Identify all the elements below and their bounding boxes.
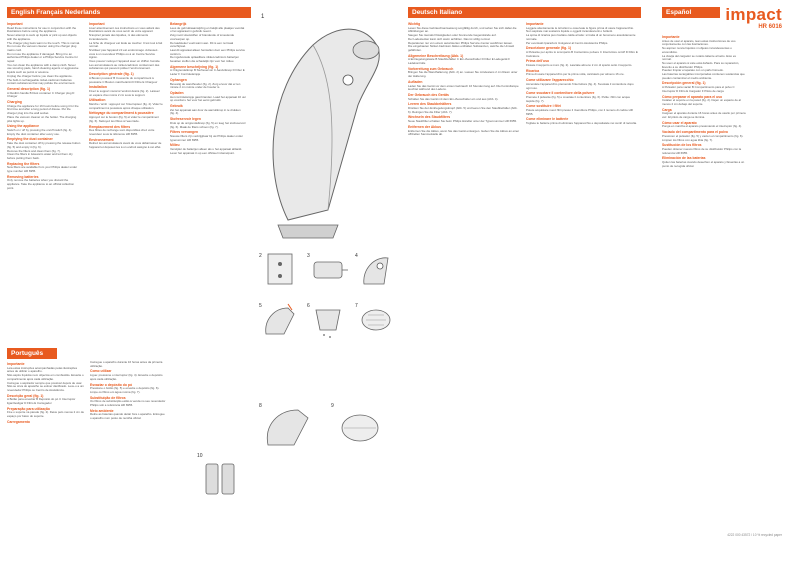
paragraph: Pressione o botão (fig. 5) e esvazie o depósito (fig. 6). Limpe os filtros em água morna (fig. 7). [90,386,160,394]
section-heading: Importante [526,22,544,26]
german-column [408,21,520,551]
paragraph: Do not use the vacuum cleaner using the charger plug mains cord. [7,44,77,52]
dutch-column [170,21,246,343]
paragraph: Bevestig de wandhouder (fig. 2). Zorg ervoor dat er ten minste 2 cm ruimte onder de houder is. [170,81,241,90]
paragraph: Togliete le batterie prima di eliminare l'apparecchio e depositatele nei centri di raccolta. [526,121,637,126]
section-heading: Emptying the dust container [7,137,53,142]
svg-text:2: 2 [259,253,262,259]
section-heading: Meio ambiente [90,408,114,413]
section-heading: General description (fig. 1) [7,86,50,91]
paragraph: Pueden limpiar el aparato con un paño húmedo. [662,68,724,73]
section-heading: Wechseln des Staubfilters [408,115,451,120]
paragraph: Zet het apparaat aan door de aan/uitknop in te drukken (fig. 4). [170,107,241,116]
figure-8-dust-container-icon [258,400,318,455]
paragraph: A Bouton poussoir B Couvercle du compartiment à poussière C Bouton marche/arrêt D Filtre E Chargeur [89,75,158,84]
paragraph: A Botão para esvaziar B Depósito do pó C Interruptor ligar/desligar D Filtro E Carregador [7,397,76,406]
svg-text:3: 3 [307,253,310,259]
section-heading: Eliminación de las baterías [662,156,706,161]
portuguese-column [7,361,167,551]
section-heading: Descripción general (fig. 1) [662,81,706,86]
header-english-french-dutch: English Français Nederlands [7,7,251,18]
svg-text:1: 1 [261,14,265,20]
section-heading: Come sostituire i filtri [526,104,561,109]
paragraph: Des filtres de rechange sont disponibles chez votre revendeur sous la référence HR 6955. [89,128,155,136]
english-column [7,21,81,343]
model-number: HR 6016 [758,24,782,30]
paragraph: Presionen el pulsador (fig. 5) y vacíen el compartimento (fig. 6). Limpien los filtros con agua tibia (fig. 7). [662,133,744,142]
paragraph: Fixe o suporte na parede (fig. 2). Deixe pelo menos 2 cm de espaço por baixo do suporte. [7,410,84,419]
paragraph: Bringen Sie die Wandhalterung (Abb. 2) an. Lassen Sie mindestens 2 cm Raum unter der Halterung. [408,70,518,79]
paragraph: Lees de gebruiksaanwijzing en bekijk alle plaatjes voordat u het apparaat in gebruik neemt. [170,25,245,34]
paragraph: Verwijder de batterijen alleen als u het apparaat afdankt. Lever het apparaat in op een officieel inzamelpunt. [170,147,243,155]
svg-text:7: 7 [355,303,358,309]
paragraph: Only remove the batteries when you discard the appliance. Take the appliance to an official collection point. [7,178,75,190]
section-heading: Stofreservoir legen [170,117,201,122]
section-heading: Charging [7,100,22,105]
paragraph: Charge the appliance for 16 hours before using it for the first time and after a long period of disuse. Put the charger plug into the wall socket. [7,103,79,116]
paragraph: Entfernen Sie die Akkus, wenn Sie das Gerät entsorgen. Geben Sie die Akkus an einer offiziellen Sammelstelle ab. [408,128,520,137]
paragraph: Take the dust container off by pressing the release button (fig. 5) and empty it (fig. 6). [7,141,81,149]
figure-5-release-button-icon [258,300,302,340]
paragraph: Zuig nooit vloeistoffen of brandende of smeulende voorwerpen op. [170,33,235,41]
section-heading: Cómo preparar el aparato para el uso [662,94,723,99]
paragraph: Las baterías recargables incorporadas contienen sustancias que pueden contaminar el medio ambiente. [662,72,745,80]
svg-text:4: 4 [355,253,358,259]
brand-block [725,6,782,30]
paragraph: Accendete l'apparecchio premendo l'interruttore (fig. 4). Svuotate il contenitore dopo ogni uso. [526,81,634,90]
vacuum-illustration-icon [258,10,403,240]
paragraph: A Pulsante per aprire lo scomparto B Contenitore polvere C Interruttore on/off D Filtro E Caricatore [526,49,638,58]
paragraph: Antes de usar el aparato, lean estas instrucciones de uso conjuntamente con las ilustraciones. [662,38,736,47]
paragraph: Unplug the charger before you clean the appliance. [7,73,73,78]
paragraph: Per eventuali riparazioni rivolgetevi al Centro Assistenza Philips. [526,40,609,45]
figure-2-wall-holder-icon [258,250,302,290]
figure-7-filter-icon [354,300,398,340]
section-heading: Leeren des Staubbehälters [408,102,452,107]
section-heading: Cómo usar el aparato [662,120,697,125]
paragraph: A Entriegelungstaste B Staubbehälter C Ein-/Ausschalter D Filter E Ladegerät F Ladekontrolle [408,57,511,66]
section-heading: Filters vervangen [170,130,199,135]
paragraph: Die eingebauten Nickel-Cadmium Akkus enthalten Substanzen, welche die Umwelt gefährden. [408,44,515,52]
paragraph: Não aspire líquidos nem objectos em combustão. Esvazie o compartimento após cada utilização. [7,373,84,381]
paragraph: Ponga en marcha el aparato presionando el interruptor (fig. 4). [662,124,743,129]
section-heading: Vorbereitung zum Gebrauch [408,66,454,71]
section-heading: Replacing the filters [7,161,40,166]
section-heading: Sustitución de los filtros [662,143,702,148]
paragraph: Instalen el soporte en la pared (fig. 2). Dejen un espacio de al menos 2 cm debajo del soporte. [662,98,741,106]
section-heading: Substituição de filtros [90,395,126,400]
section-heading: Installation [89,85,107,90]
paragraph: Fissate il supporto a muro (fig. 2). Lasciate almeno 2 cm di spazio sotto il supporto. [526,63,633,68]
section-heading: Algemene beschrijving (fig. 1) [170,64,219,69]
paragraph: Ligue: pressione o interruptor (fig. 4). Esvazie o depósito após cada utilização. [90,373,163,381]
figure-10-batteries-icon [196,450,256,505]
paragraph: Druk op de ontgrendelknop (fig. 5) en leeg het stofreservoir (fig. 6). Maak de filters schoon (fig. 7). [170,120,246,129]
paragraph: Leggete attentamente le istruzioni e osservate le figure prima di usare l'apparecchio. [526,25,634,30]
svg-text:8: 8 [259,403,262,409]
paragraph: Read these instructions for use in conjunction with the illustrations before using the appliance. [7,25,77,34]
paragraph: No aspiren nunca líquidos ni objetos incandescentes o encendidos. [662,46,732,54]
section-heading: Ophangen [170,77,187,82]
section-heading: Come eliminare le batterie [526,117,569,122]
paragraph: Carregue o aspirador sempre que possível depois de usar. [7,380,83,385]
paragraph: Appuyez sur le bouton (fig. 5) et videz le compartiment (fig. 6). Nettoyez les filtres à l'eau tiède. [89,115,159,123]
brand-logo: impact [725,5,782,24]
paragraph: You can clean the appliance with a damp cloth. Never use scouring pads, harsh cleaning agents or aggressive liquids such as petrol or acetone. [7,62,79,75]
section-heading: Der Gebrauch des Geräts [408,92,449,97]
paragraph: Saugen Sie niemals Flüssigkeiten oder brennende Gegenstände auf. [408,33,497,38]
section-heading: Carregamento [7,419,30,424]
section-heading: Belangrijk [170,22,187,26]
paragraph: Lesen Sie diese Gebrauchsanweisung sorgfältig durch, und sehen Sie sich dabei die Abbildungen an. [408,25,517,34]
section-heading: Environnement [89,137,114,142]
section-heading: Importante [662,35,680,39]
figure-3-charger-icon [306,250,350,290]
spanish-column [662,34,746,324]
section-heading: Descrição geral (fig. 1) [7,393,44,398]
paragraph: La clavija del cargador se notará caliente al tacto. Esto es normal. [662,53,736,62]
paragraph: New filters are available from your Philips dealer under type number HR 6955. [7,165,78,174]
footer-code: 4222 000 43572 / 10 % recycled paper [727,533,782,537]
paragraph: Fixez le support mural à l'endroit désiré (fig. 2). Laissez un espace d'au moins 2 cm sous le support. [89,88,160,97]
figure-4-switch-icon [354,250,398,290]
paragraph: Retirez les accumulateurs avant de vous débarrasser de l'appareil et déposez-les à un endroit assigné à cet effet. [89,141,162,150]
paragraph: Neue Staubfilter erhalten Sie beim Philips Händler unter der Typennummer HR 6955. [408,119,517,124]
section-heading: Nettoyage du compartiment à poussière [89,111,154,116]
paragraph: La fiche du chargeur est tiède au toucher. C'est tout à fait normal. [89,40,163,49]
paragraph: No usen el aparato si éste está dañado. Para su reparación, llévenlo a su distribuidor Philips. [662,60,740,69]
paragraph: Non aspirate mai sostanze liquide o oggetti incandescenti o bollenti. [526,29,613,34]
section-heading: Como utilizar [90,369,112,374]
paragraph: Het controlelampje gaat branden. Laad het apparaat 16 uur op voordat u het voor het eerst gebruikt. [170,94,246,103]
paragraph: Les accumulateurs au nickel-cadmium contiennent des substances qui peuvent polluer l'environnement. [89,62,160,71]
paragraph: A Dustbin handle B Dust container C Charger plug D Charger [7,90,75,99]
paragraph: Laden Sie das Gerät vor dem ersten Gebrauch 16 Stunden lang auf. Die Kontrollampe leuchtet während des Ladens. [408,83,519,92]
paragraph: Never attempt to suck up liquids or pick up wet objects with the appliance. [7,33,77,41]
paragraph: Laat dit apparaat alleen herstellen door een Philips service centrum. [170,47,246,56]
section-heading: Gebruik [170,104,183,109]
paragraph: Clean the filters in lukewarm water and let them dry before putting them back. [7,152,73,160]
paragraph: N'utilisez pas l'appareil s'il est endommagé. Adressez-vous à un revendeur Philips ou à un Centre Service Agréé. [89,47,159,60]
paragraph: Switch on / off by pressing the on/off switch (fig. 4). [7,127,73,132]
paragraph: Quiten las baterías cuando desechen el aparato y llévenlas a un punto de recogida oficial. [662,160,745,168]
paragraph: N'aspirez jamais des liquides, ni des éléments incandescents. [89,33,149,41]
paragraph: Leia estas instruções acompanhadas pelas ilustrações antes de utilizar o aparelho. [7,365,78,374]
section-heading: Remplacement des filtres [89,124,131,129]
section-heading: Vaciado del compartimento para el polvo [662,130,728,135]
paragraph: Premete il pulsante (fig. 5) e svuotate il contenitore (fig. 6). Pulite i filtri con acqua tiepida (fig. 7). [526,94,630,103]
paragraph: De ingebouwde oplaadbare nikkel-cadmium batterijen bevatten stoffen die schadelijk zijn voor het milieu. [170,55,239,64]
paragraph: Pueden obtener nuevos filtros de su distribuidor Philips con la referencia HR 6955. [662,146,742,155]
paragraph: La spina di ricarica può risultare calda al tatto: si tratta di un fenomeno assolutamente normale. [526,33,636,41]
section-heading: Important [7,22,23,26]
section-heading: Using the appliance [7,124,40,129]
paragraph: The built-in rechargeable nickel-cadmium batteries contain substances that may pollute the environment. [7,77,76,86]
section-heading: Prima dell'uso [526,59,550,64]
paragraph: Lisez attentivement ces instructions en vous aidant des illustrations avant de vous servir de votre appareil. [89,25,160,34]
section-heading: Ricarica [526,68,540,73]
paragraph: Drücken Sie den Entriegelungsknopf (Abb. 5) und leeren Sie den Staubbehälter (Abb. 6). Reinigen Sie die Filter (Abb. 7). [408,106,518,114]
french-column [89,21,163,343]
figure-6-empty-container-icon [306,300,350,340]
paragraph: Nieuwe filters zijn verkrijgbaar bij uw Philips dealer onder typenummer HR 6955. [170,133,243,142]
paragraph: Schalten Sie das Gerät mit dem Ein-/Ausschalter ein und aus (Abb. 4). [408,96,499,101]
paragraph: Marche / arrêt : appuyez sur l'interrupteur (fig. 4). Videz le compartiment à poussière après chaque utilisation. [89,102,163,110]
paragraph: Empty the dust container after every use. [7,131,60,136]
section-heading: Utilisation [89,98,106,103]
section-heading: Entfernen der Akkus [408,124,442,129]
paragraph: Der Ladestecker kann sich warm anfühlen. Das ist völlig normal. [408,36,491,41]
paragraph: Potete acquistare nuovi filtri presso il rivenditore Philips, con il numero di codice HR 6955. [526,108,633,116]
section-heading: Esvaziar o depósito do pó [90,382,133,387]
paragraph: Remove the filters and clean them (fig. 7). [7,148,61,153]
section-heading: Allgemeine Beschreibung (Abb. 1) [408,53,464,58]
svg-text:5: 5 [259,303,262,309]
svg-text:6: 6 [307,303,310,309]
figure-9-filter-replace-icon [330,400,390,455]
paragraph: Do not use the appliance if damaged. Bring it to an authorised Philips dealer or a Philips Service Centre for repair. [7,51,78,64]
section-heading: Removing batteries [7,174,39,179]
svg-text:10: 10 [197,453,203,459]
paragraph: Retire as baterias quando deitar fora o aparelho. Entregue o aparelho num posto de recolha oficial. [90,412,165,421]
paragraph: A Pulsador para vaciar B Compartimento para el polvo C Interruptor D Filtro E Cargador F Piloto de carga [662,85,735,93]
section-heading: Come utilizzare l'apparecchio [526,78,574,83]
section-heading: Wichtig [408,22,421,26]
header-espanol: Español [662,7,720,18]
section-heading: Come svuotare il contenitore della polvere [526,91,595,96]
section-heading: Aufladen [408,79,423,84]
italian-column [526,21,638,551]
section-heading: Carga [662,107,672,112]
svg-text:9: 9 [331,403,334,409]
section-heading: Descrizione generale (fig. 1) [526,46,572,51]
paragraph: Reparaturen nur von einem autorisierten Philips Service-Center ausführen lassen. [408,40,513,45]
section-heading: Description générale (fig. 1) [89,72,134,77]
paragraph: Place the vacuum cleaner on the holder. The charging pilot lights up. [7,114,77,123]
paragraph: De laadsteker voelt warm aan. Dit is een normaal verschijnsel. [170,40,234,49]
paragraph: Carguen el aparato durante 16 horas antes de usarlo por primera vez. El piloto de carga se ilumina. [662,111,746,120]
section-heading: Opladen [170,90,184,95]
section-heading: Milieu [170,143,180,148]
paragraph: The charger plug feels warm to the touch. This is normal. [7,40,80,45]
paragraph: Prima di usare l'apparecchio per la prima volta, caricatelo per almeno 16 ore. [526,72,625,77]
paragraph: A Ontgrendelknop B Stofreservoir C Aan/uitknop D Filter E Lader F Controlelampje [170,68,245,77]
header-portugues: Português [7,348,57,359]
paragraph: Vous pouvez nettoyer l'appareil avec un chiffon humide. [89,59,161,64]
section-heading: Preparação para utilização [7,406,50,411]
section-heading: Importante [7,362,25,366]
paragraph: Os filtros de substituição estão à venda no seu revendedor Philips sob a referência HR 6955. [90,399,166,408]
section-heading: Important [89,22,105,26]
header-deutsch-italiano: Deutsch Italiano [408,7,641,18]
paragraph: Não se sirva do aparelho se estiver danificado. Leve-o a um revendedor Philips ou Centro de Assistência. [7,384,84,392]
paragraph: Carregue o aparelho durante 16 horas antes da primeira utilização. [90,361,163,368]
